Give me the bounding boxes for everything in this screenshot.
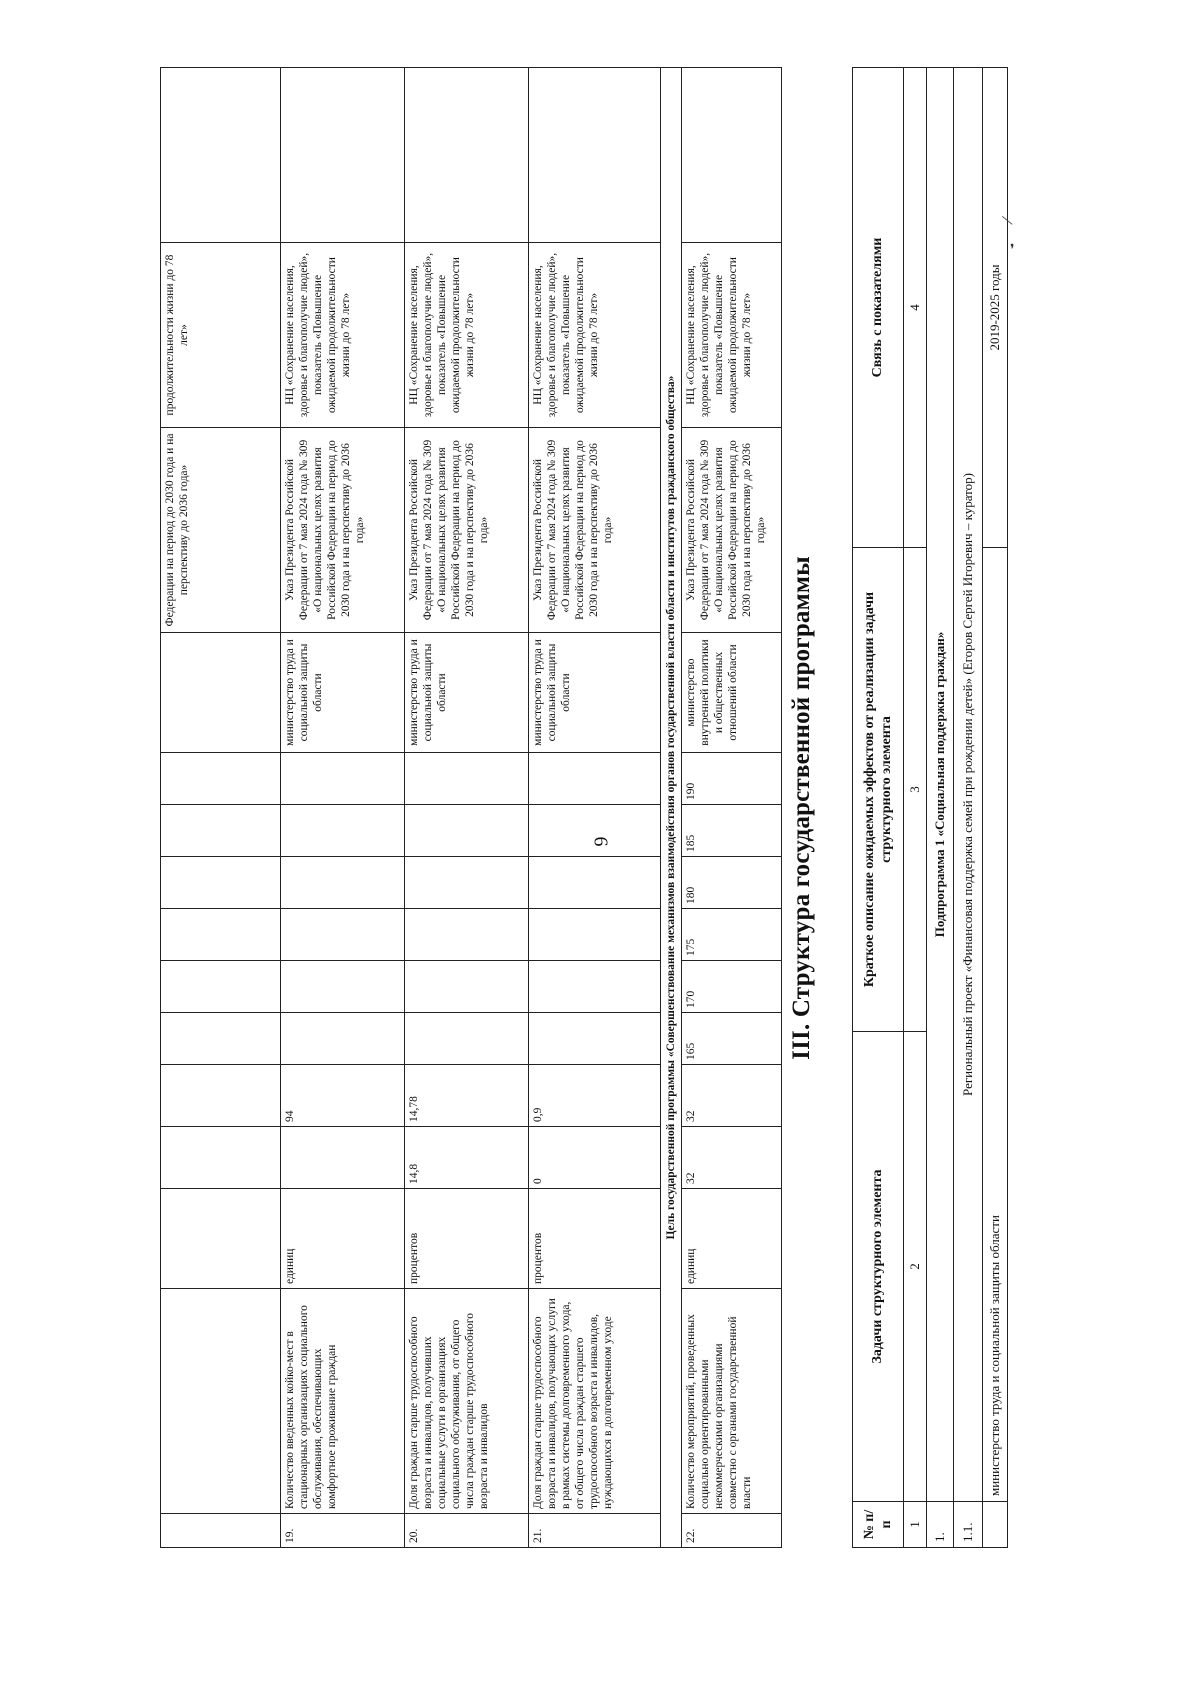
row-number: 21.	[529, 1514, 661, 1548]
pen-mark: /	[996, 214, 1018, 227]
row-number: 19.	[281, 1514, 405, 1548]
table-row	[682, 68, 782, 1548]
value-cell: 94	[281, 1065, 405, 1127]
value-cell: 185	[682, 805, 782, 857]
table-header-row	[853, 68, 904, 1548]
value-cell: 0	[529, 1127, 661, 1189]
table-row	[529, 68, 661, 1548]
header-effects: Краткое описание ожидаемых эффектов от реализации задачи структурного элемента	[853, 548, 904, 1032]
value-cell	[281, 909, 405, 961]
goal-heading: Цель государственной программы «Совершенствование механизмов взаимодействия органов государственной власти области и институтов гражданского общества»	[661, 68, 682, 1548]
page-number: 6	[589, 836, 612, 847]
project-title: Региональный проект «Финансовая поддержка семей при рождении детей» (Егоров Сергей Игоревич – куратор)	[954, 68, 983, 1502]
implementation-period: 2019-2025 годы	[983, 68, 1008, 548]
unit-cell: процентов	[405, 1189, 529, 1289]
project-row	[954, 68, 983, 1548]
basis-cell: Указ Президента Российской Федерации от 7 мая 2024 года № 309 «О национальных целях развития Российской Федерации на период до 2030 года и на перспективу до 2036 года»	[682, 428, 782, 633]
value-cell: 170	[682, 961, 782, 1013]
responsible-body: министерство труда и социальной защиты области	[983, 548, 1008, 1502]
value-cell	[529, 857, 661, 909]
value-cell	[529, 909, 661, 961]
column-number: 2	[904, 1032, 927, 1502]
basis-cell: Указ Президента Российской Федерации от 7 мая 2024 года № 309 «О национальных целях развития Российской Федерации на период до 2030 года и на перспективу до 2036 года»	[529, 428, 661, 633]
subprogram-row	[927, 68, 954, 1548]
pen-mark: ❜	[1010, 243, 1015, 258]
goal-row	[661, 68, 682, 1548]
basis-cell: Федерации на период до 2030 года и на перспективу до 2036 года»	[161, 428, 281, 633]
header-tasks: Задачи структурного элемента	[853, 1032, 904, 1502]
value-cell	[281, 857, 405, 909]
structure-table	[852, 67, 1008, 1548]
link-cell: продолжительности жизни до 78 лет»	[161, 243, 281, 428]
table-row	[281, 68, 405, 1548]
table-row	[161, 68, 281, 1548]
value-cell: 180	[682, 857, 782, 909]
value-cell	[405, 1013, 529, 1065]
column-number: 1	[904, 1502, 927, 1548]
value-cell	[529, 961, 661, 1013]
value-cell: 32	[682, 1127, 782, 1189]
responsible-cell: министерство труда и социальной защиты области	[281, 633, 405, 753]
indicator-name: Доля граждан старше трудоспособного возраста и инвалидов, получающих услуги в рамках системы долговременного ухода, от общего числа граждан старшего трудоспособного возраста и инвалидов, нуждающихся в долговременном уходе	[529, 1289, 661, 1514]
value-cell: 165	[682, 1013, 782, 1065]
section-title: III. Структура государственной программы	[788, 556, 815, 1060]
link-cell: НЦ «Сохранение населения, здоровье и благополучие людей», показатель «Повышение ожидаемой продолжительности жизни до 78 лет»	[281, 243, 405, 428]
row-number: 1.1.	[954, 1502, 983, 1548]
column-number: 3	[904, 548, 927, 1032]
subprogram-title: Подпрограмма 1 «Социальная поддержка граждан»	[927, 68, 954, 1502]
value-cell	[281, 753, 405, 805]
header-num: № п/п	[853, 1502, 904, 1548]
value-cell	[529, 1013, 661, 1065]
responsible-row	[983, 68, 1008, 1548]
value-cell	[281, 961, 405, 1013]
value-cell: 0,9	[529, 1065, 661, 1127]
responsible-cell: министерство труда и социальной защиты области	[529, 633, 661, 753]
header-link: Связь с показателями	[853, 68, 904, 548]
value-cell: 14,8	[405, 1127, 529, 1189]
basis-cell: Указ Президента Российской Федерации от 7 мая 2024 года № 309 «О национальных целях развития Российской Федерации на период до 2030 года и на перспективу до 2036 года»	[281, 428, 405, 633]
value-cell	[281, 805, 405, 857]
unit-cell: процентов	[529, 1189, 661, 1289]
value-cell	[405, 805, 529, 857]
row-number: 20.	[405, 1514, 529, 1548]
value-cell	[281, 1127, 405, 1189]
link-cell: НЦ «Сохранение населения, здоровье и благополучие людей», показатель «Повышение ожидаемой продолжительности жизни до 78 лет»	[682, 243, 782, 428]
indicator-name: Доля граждан старше трудоспособного возраста и инвалидов, получивших социальные услуги в организациях социального обслуживания, от общего числа граждан старше трудоспособного возраста и инвалидов	[405, 1289, 529, 1514]
value-cell	[529, 753, 661, 805]
unit-cell: единиц	[281, 1189, 405, 1289]
value-cell	[405, 909, 529, 961]
responsible-cell: министерство труда и социальной защиты области	[405, 633, 529, 753]
table-row	[405, 68, 529, 1548]
column-numbers-row	[904, 68, 927, 1548]
value-cell	[281, 1013, 405, 1065]
indicator-name: Количество мероприятий, проведенных социально ориентированными некоммерческими организациями совместно с органами государственной власти	[682, 1289, 782, 1514]
value-cell	[405, 961, 529, 1013]
responsible-cell	[161, 633, 281, 753]
value-cell: 32	[682, 1065, 782, 1127]
link-cell: НЦ «Сохранение населения, здоровье и благополучие людей», показатель «Повышение ожидаемой продолжительности жизни до 78 лет»	[405, 243, 529, 428]
unit-cell: единиц	[682, 1189, 782, 1289]
basis-cell: Указ Президента Российской Федерации от 7 мая 2024 года № 309 «О национальных целях развития Российской Федерации на период до 2030 года и на перспективу до 2036 года»	[405, 428, 529, 633]
value-cell: 14,78	[405, 1065, 529, 1127]
value-cell: 190	[682, 753, 782, 805]
column-number: 4	[904, 68, 927, 548]
indicators-table	[160, 67, 782, 1548]
landscape-page	[160, 68, 1090, 1548]
value-cell	[405, 857, 529, 909]
row-number: 1.	[927, 1502, 954, 1548]
value-cell: 175	[682, 909, 782, 961]
indicator-name: Количество введенных койко-мест в стационарных организациях социального обслуживания, обеспечивающих комфортное проживание граждан	[281, 1289, 405, 1514]
value-cell	[405, 753, 529, 805]
link-cell: НЦ «Сохранение населения, здоровье и благополучие людей», показатель «Повышение ожидаемой продолжительности жизни до 78 лет»	[529, 243, 661, 428]
value-cell	[529, 805, 661, 857]
row-number: 22.	[682, 1514, 782, 1548]
responsible-cell: министерство внутренней политики и общественных отношений области	[682, 633, 782, 753]
